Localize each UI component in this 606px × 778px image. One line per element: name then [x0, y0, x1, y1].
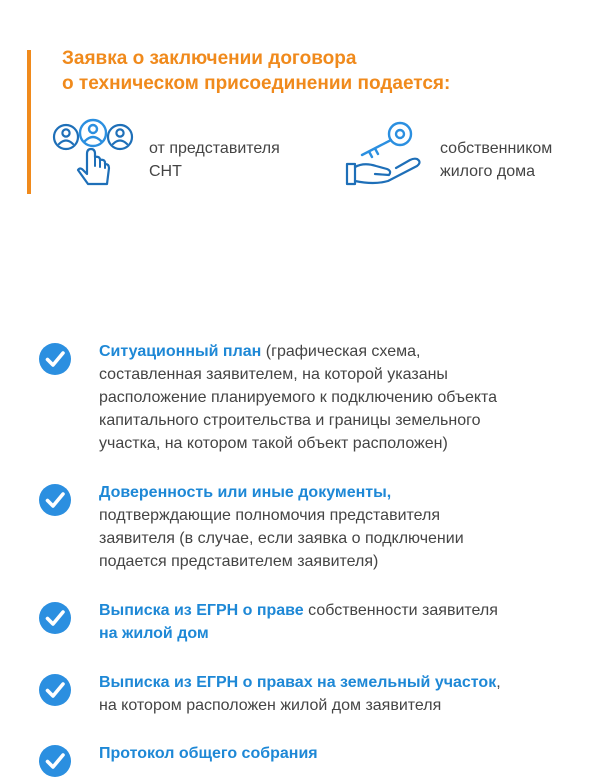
- item-1-line-3: расположение планируемого к подключению объекта: [99, 389, 498, 406]
- item-2-line-3: заявителя (в случае, если заявка о подключении: [99, 530, 464, 547]
- option-house-owner: [344, 118, 552, 188]
- item-4-line-1-rest: ,: [496, 674, 501, 691]
- item-3-line-2: на жилой дом: [99, 625, 209, 642]
- option-owner-label: [440, 137, 552, 183]
- checkmark-circle-icon: [38, 744, 72, 778]
- checkmark-circle-icon: [38, 483, 72, 517]
- item-4-line-2: на котором расположен жилой дом заявителя: [99, 697, 442, 714]
- required-documents-list: [38, 340, 583, 765]
- list-item-situational-plan: [38, 340, 583, 455]
- item-2-title: Доверенность или иные документы,: [99, 484, 392, 501]
- item-4-title: Выписка из ЕГРН о правах на земельный участок: [99, 674, 497, 691]
- group-hand-touch-icon: [52, 118, 134, 188]
- item-1-line-5: участка, на котором такой объект расположен): [99, 435, 448, 452]
- option-owner-line-2: жилого дома: [440, 163, 536, 180]
- checkmark-circle-icon: [38, 342, 72, 376]
- list-item-power-of-attorney: [38, 481, 583, 573]
- list-item-egrn-land: [38, 671, 583, 717]
- checkmark-circle-icon: [38, 673, 72, 707]
- accent-bar: [27, 50, 31, 194]
- item-5-title: Протокол общего собрания: [99, 745, 318, 762]
- item-3-line-1-rest: собственности заявителя: [303, 602, 498, 619]
- item-1-line-2: составленная заявителем, на которой указаны: [99, 366, 448, 383]
- option-snt-representative: [52, 118, 280, 188]
- item-2-line-2: подтверждающие полномочия представителя: [99, 507, 441, 524]
- item-3-line-1: [99, 599, 583, 622]
- option-snt-label: [149, 137, 280, 183]
- item-2-line-4: подается представителем заявителя): [99, 553, 379, 570]
- option-owner-line-1: собственником: [440, 140, 553, 157]
- item-1-line-1: [99, 340, 583, 363]
- title-line-2: о техническом присоединении подается:: [62, 73, 451, 94]
- key-in-hand-icon: [344, 118, 424, 188]
- page-title: [62, 46, 582, 96]
- list-item-egrn-house: [38, 599, 583, 645]
- option-snt-line-2: СНТ: [149, 163, 182, 180]
- option-snt-line-1: от представителя: [149, 140, 280, 157]
- item-3-title: Выписка из ЕГРН о праве: [99, 602, 304, 619]
- item-1-line-1-rest: (графическая схема,: [261, 343, 421, 360]
- checkmark-circle-icon: [38, 601, 72, 635]
- title-line-1: Заявка о заключении договора: [62, 48, 357, 69]
- item-4-line-1: [99, 671, 583, 694]
- item-1-title: Ситуационный план: [99, 343, 262, 360]
- item-1-line-4: капитального строительства и границы земельного: [99, 412, 481, 429]
